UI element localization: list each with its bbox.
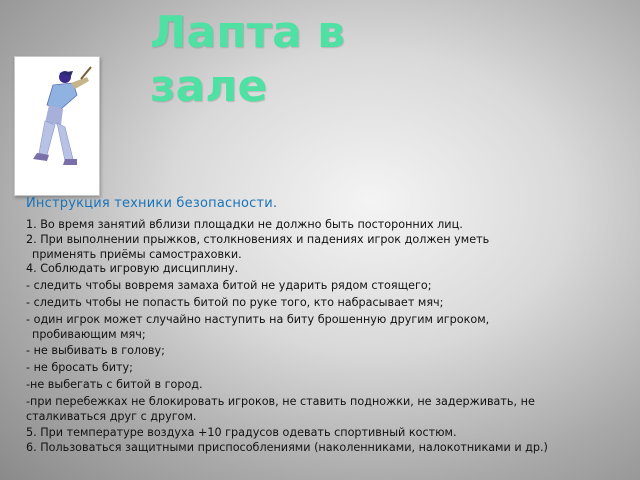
- discipline-7: -при перебежках не блокировать игроков, не ставить подножки, не задерживать, не: [26, 394, 535, 408]
- discipline-1: - следить чтобы вовремя замаха битой не ударить рядом стоящего;: [26, 279, 432, 293]
- rule-6: 6. Пользоваться защитными приспособлениями (наколенниками, налокотниками и др.): [26, 441, 548, 455]
- subtitle: Инструкция техники безопасности.: [26, 196, 278, 211]
- discipline-6: -не выбегать с битой в город.: [26, 377, 203, 391]
- discipline-3: - один игрок может случайно наступить на биту брошенную другим игроком,: [26, 312, 490, 326]
- slide-title: [150, 6, 410, 114]
- rule-4: 4. Соблюдать игровую дисциплину.: [26, 262, 239, 276]
- rule-2: 2. При выполнении прыжков, столкновениях и падениях игрок должен уметь: [26, 232, 490, 246]
- discipline-4: - не выбивать в голову;: [26, 344, 165, 358]
- discipline-7-cont: сталкиваться друг с другом.: [26, 409, 197, 423]
- illustration-frame: [14, 56, 100, 196]
- title-line-2: зале: [150, 61, 268, 112]
- rule-2-cont: применять приёмы самостраховки.: [32, 247, 242, 261]
- baseball-player-icon: [21, 63, 93, 189]
- discipline-2: - следить чтобы не попасть битой по руке того, кто набрасывает мяч;: [26, 295, 444, 309]
- discipline-5: - не бросать биту;: [26, 361, 133, 375]
- safety-rules: [26, 218, 586, 456]
- discipline-3-cont: пробивающим мяч;: [32, 327, 146, 341]
- rule-5: 5. При температуре воздуха +10 градусов одевать спортивный костюм.: [26, 426, 457, 440]
- title-line-1: Лапта в: [150, 7, 345, 58]
- rule-1: 1. Во время занятий вблизи площадки не должно быть посторонних лиц.: [26, 218, 463, 231]
